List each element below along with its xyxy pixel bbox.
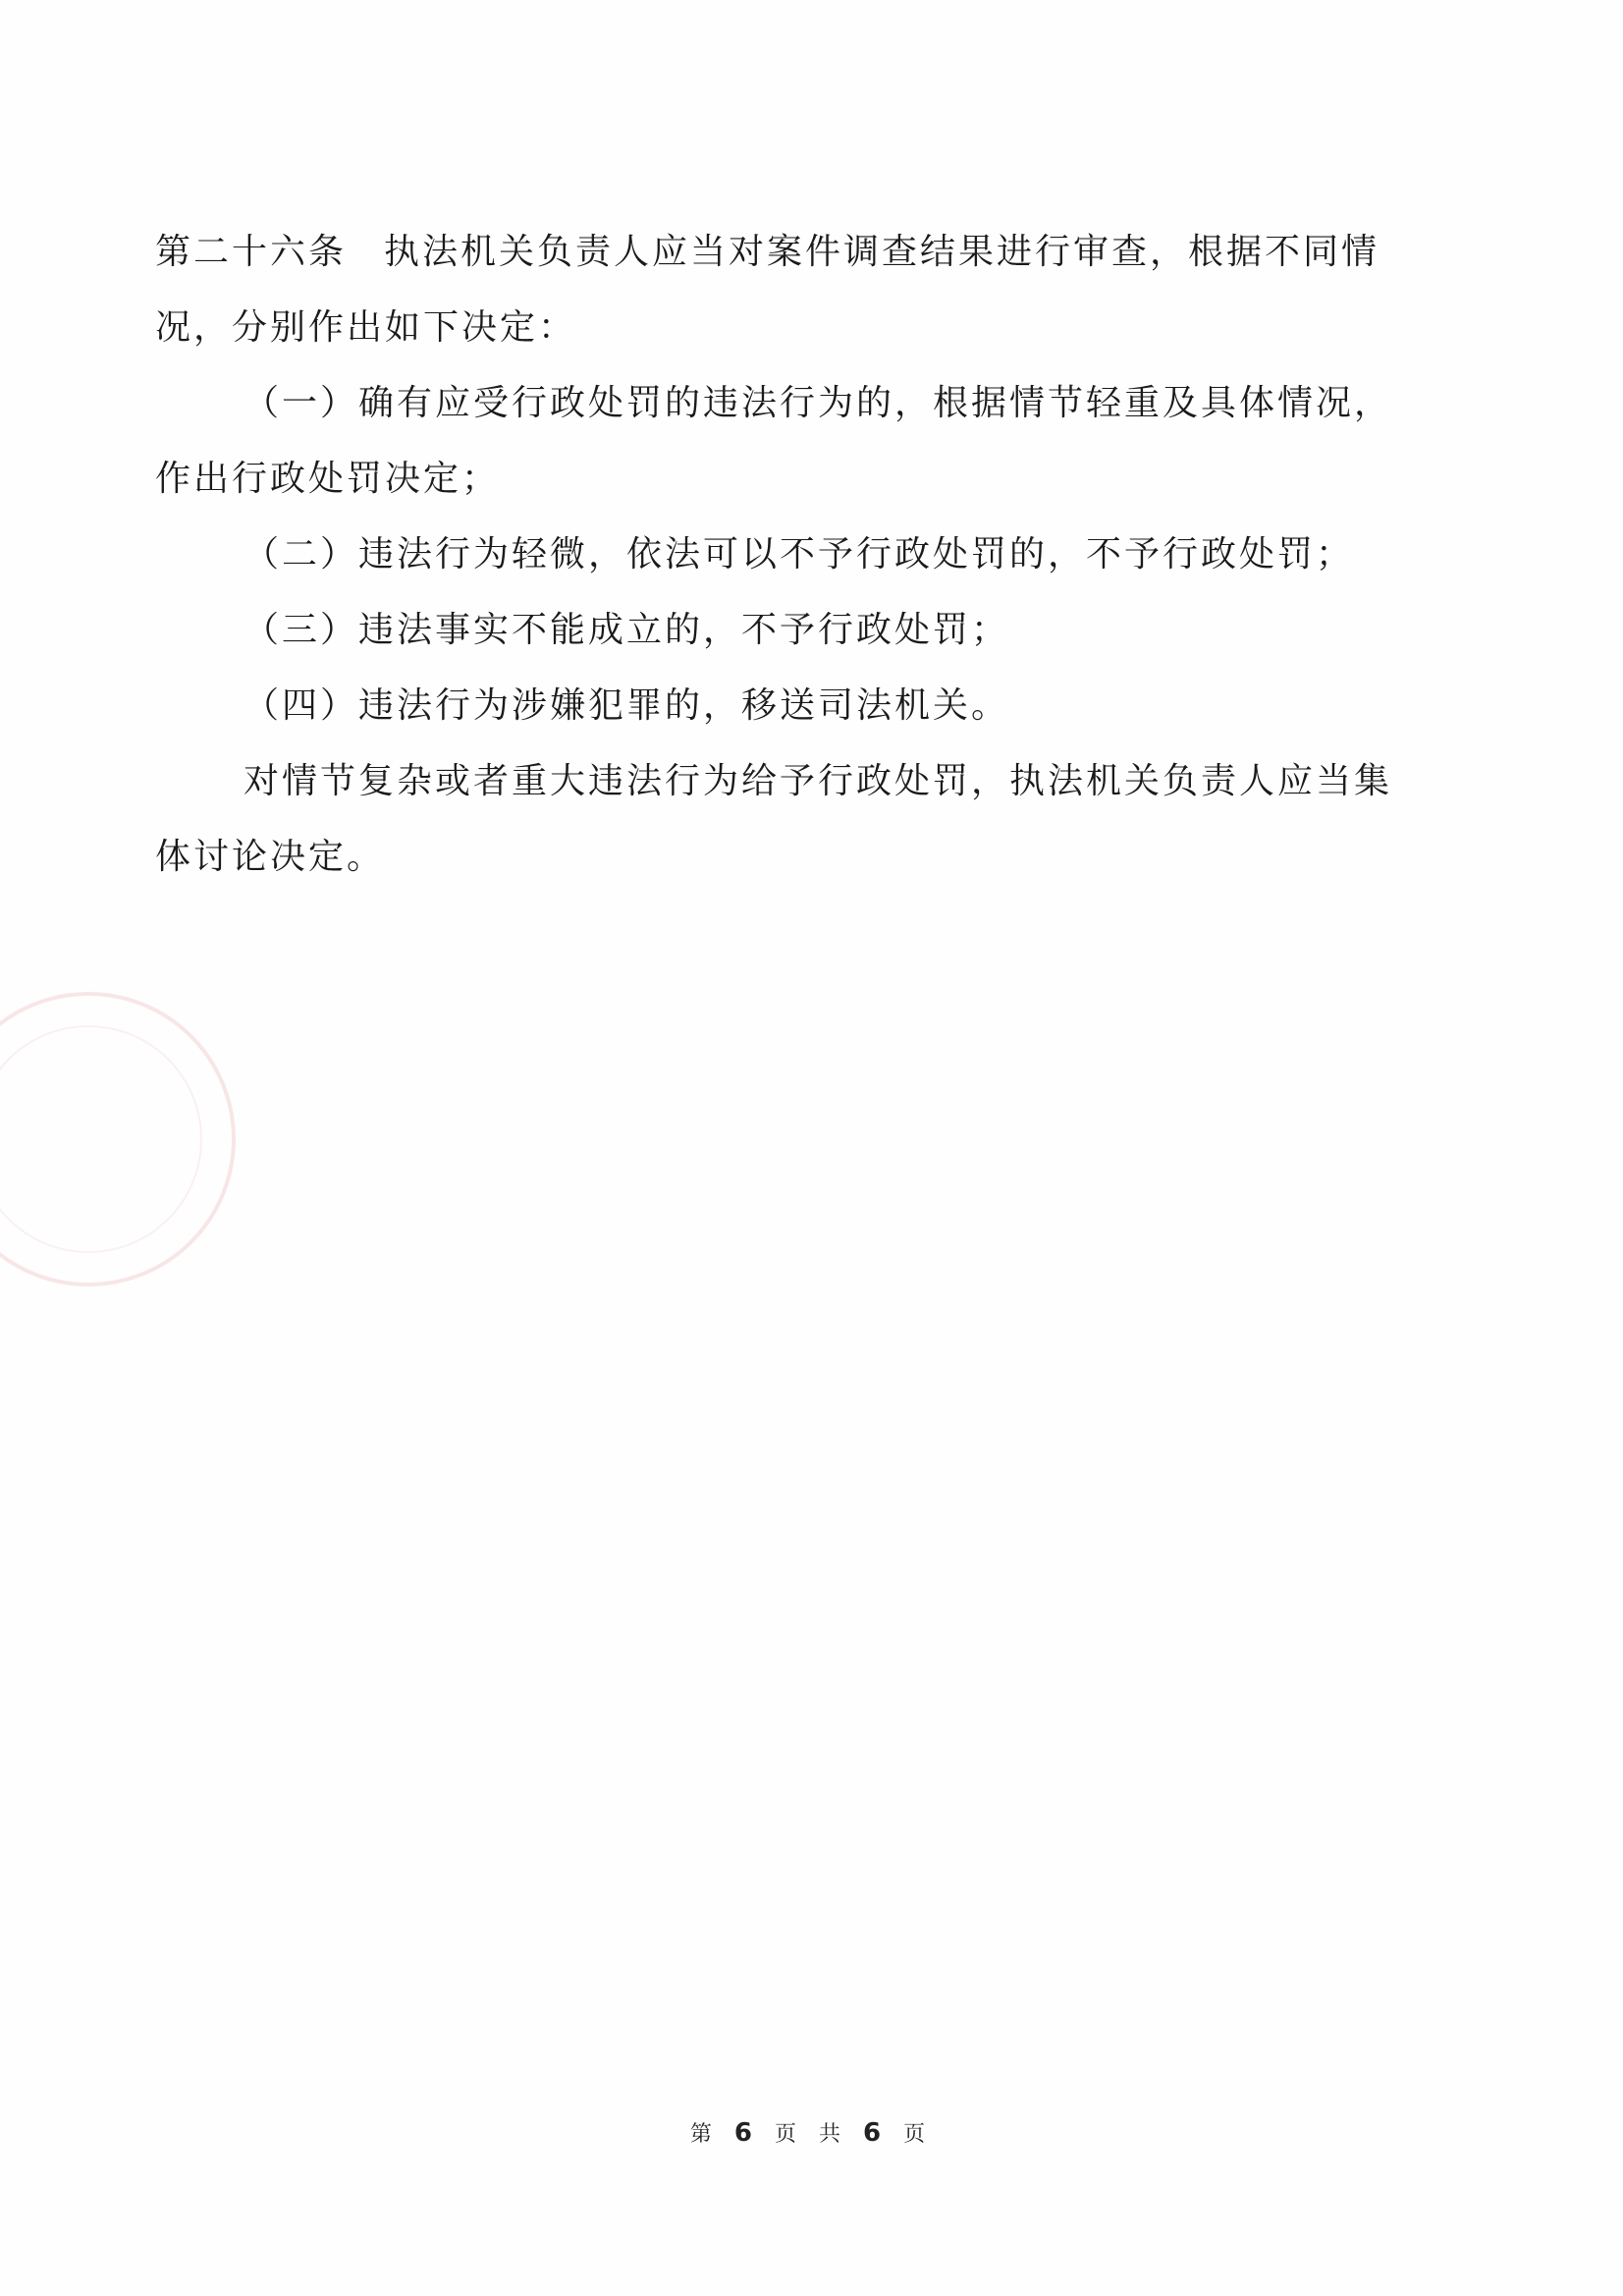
clause-4: （四）违法行为涉嫌犯罪的，移送司法机关。 [243, 685, 1010, 726]
footer-suffix: 页 [903, 2122, 934, 2147]
clause-3: （三）违法事实不能成立的，不予行政处罚； [243, 610, 1010, 650]
total-pages-number: 6 [863, 2118, 890, 2148]
page-footer [0, 2117, 1623, 2148]
collective-decision-line-1: 对情节复杂或者重大违法行为给予行政处罚，执法机关负责人应当集 [243, 761, 1393, 801]
footer-prefix: 第 [689, 2122, 720, 2147]
article-heading: 第二十六条 [155, 232, 348, 272]
clause-2: （二）违法行为轻微，依法可以不予行政处罚的，不予行政处罚； [243, 534, 1355, 574]
current-page-number: 6 [733, 2118, 760, 2148]
document-body [155, 214, 1393, 895]
collective-decision-line-2: 体讨论决定。 [155, 837, 386, 877]
clause-1-line-1: （一）确有应受行政处罚的违法行为的，根据情节轻重及具体情况， [243, 383, 1393, 423]
article-26-line-2: 况，分别作出如下决定： [155, 307, 577, 348]
article-text: 执法机关负责人应当对案件调查结果进行审查，根据不同情 [384, 232, 1380, 272]
footer-middle: 页 共 [775, 2122, 848, 2147]
article-26-line-1 [155, 214, 1382, 290]
seal-inner-ring [0, 1025, 202, 1253]
faded-seal-icon [0, 992, 236, 1286]
clause-1-line-2: 作出行政处罚决定； [155, 459, 501, 499]
